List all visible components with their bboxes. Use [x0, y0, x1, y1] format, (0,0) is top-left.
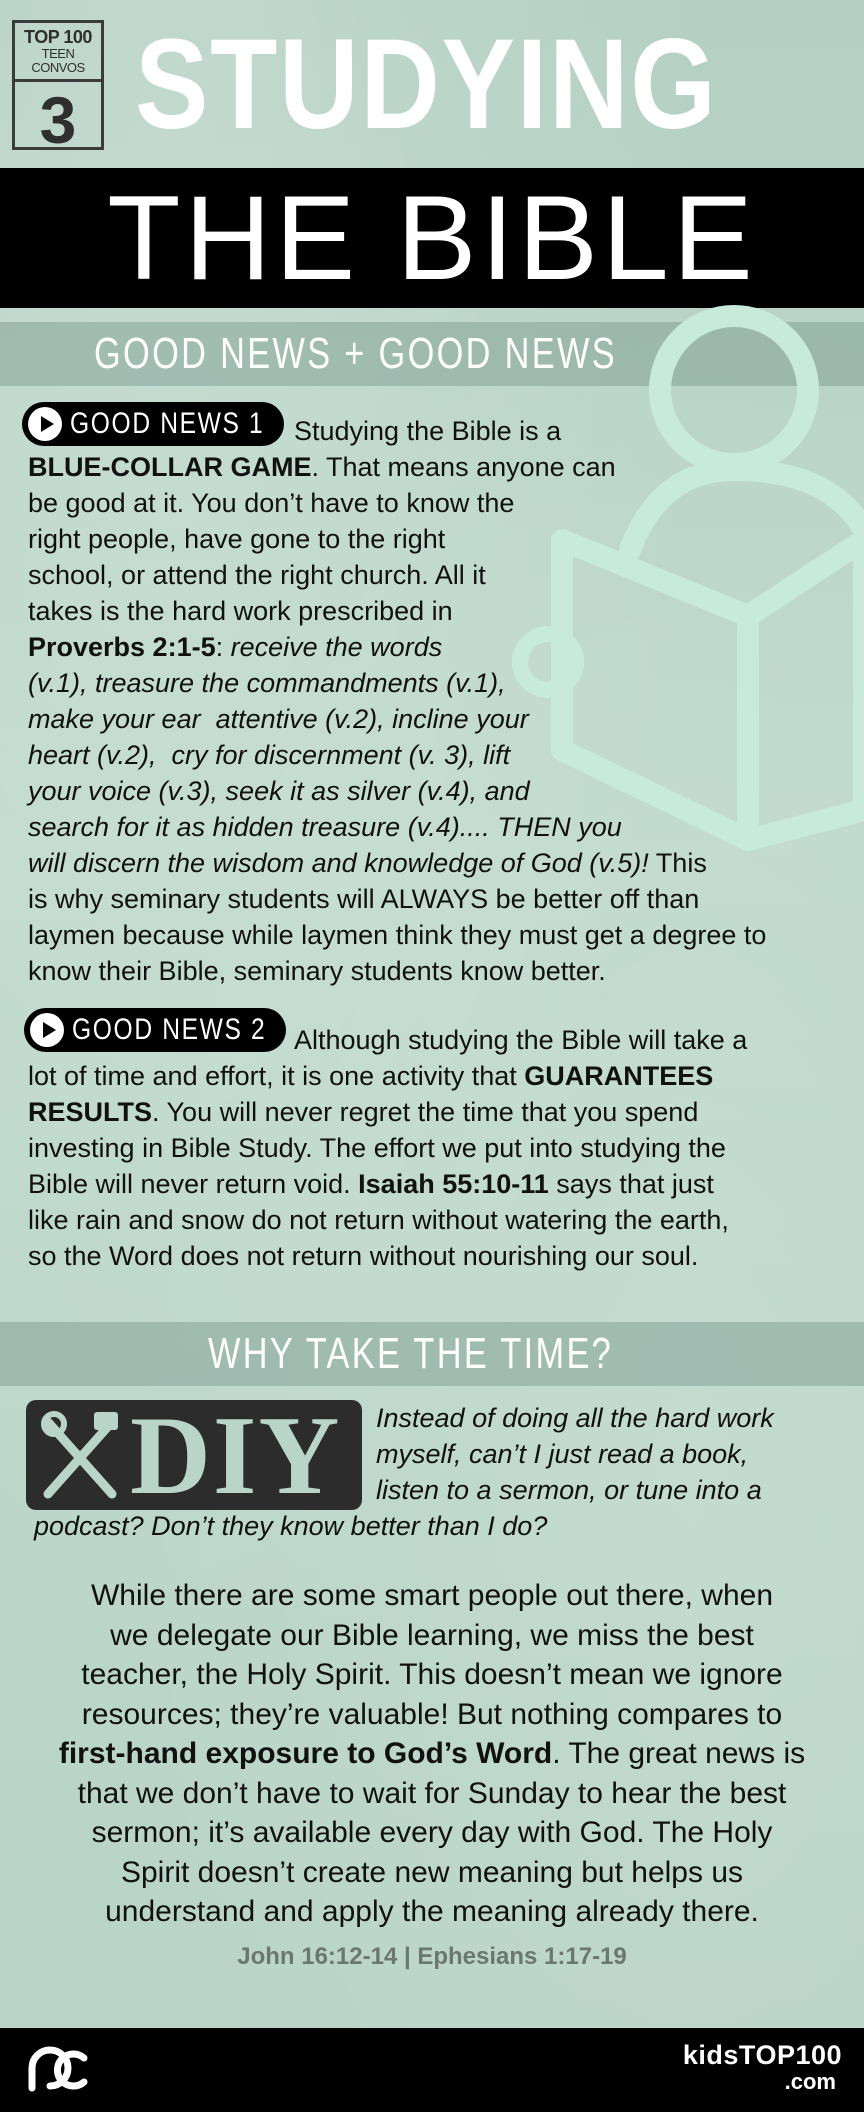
- text-line: right people, have gone to the right: [28, 524, 446, 554]
- top100-badge: [12, 20, 104, 157]
- text-line: be good at it. You don’t have to know the: [28, 488, 515, 518]
- section-heading-why: WHY TAKE THE TIME?: [208, 1329, 614, 1378]
- section-heading-good-news: GOOD NEWS + GOOD NEWS: [94, 329, 617, 378]
- brand-name: kidsTOP100: [682, 2040, 842, 2070]
- good-news-1-text: [28, 413, 858, 989]
- badge-number: 3: [39, 83, 77, 157]
- text-line: we delegate our Bible learning, we miss the best: [110, 1618, 754, 1652]
- text-line: sermon; it’s available every day with God. The Holy: [91, 1816, 773, 1849]
- text-line: Although studying the Bible will take a: [294, 1025, 748, 1055]
- brand-logo: [672, 2040, 842, 2094]
- page-title-line2: THE BIBLE: [107, 171, 757, 305]
- question-line: podcast? Don’t they know better than I do?: [34, 1511, 548, 1541]
- answer-text: [0, 1576, 864, 1932]
- text-line: teacher, the Holy Spirit. This doesn’t mean we ignore: [81, 1658, 783, 1691]
- text-line: Bible will never return void. Isaiah 55:10-11 says that just: [28, 1169, 714, 1199]
- text-line: your voice (v.3), seek it as silver (v.4), and: [28, 776, 530, 806]
- text-line: know their Bible, seminary students know better.: [28, 956, 606, 986]
- question-line: Instead of doing all the hard work: [376, 1403, 774, 1433]
- text-line: resources; they’re valuable! But nothing compares to: [81, 1697, 783, 1731]
- text-line: that we don’t have to wait for Sunday to hear the best: [77, 1776, 787, 1810]
- text-line: (v.1), treasure the commandments (v.1),: [28, 668, 506, 698]
- text-line: make your ear attentive (v.2), incline your: [28, 704, 529, 734]
- text-line: lot of time and effort, it is one activity that GUARANTEES: [28, 1061, 714, 1091]
- diy-logo-text: DIY: [130, 1394, 342, 1518]
- question-line: myself, can’t I just read a book,: [376, 1439, 749, 1469]
- text-line: While there are some smart people out there, when: [90, 1579, 774, 1612]
- text-line: BLUE-COLLAR GAME. That means anyone can: [28, 452, 616, 482]
- text-line: Spirit doesn’t create new meaning but helps us: [120, 1855, 744, 1889]
- badge-subtitle: TEEN CONVOS: [15, 47, 101, 82]
- text-line: is why seminary students will ALWAYS be better off than: [28, 884, 700, 914]
- text-line: laymen because while laymen think they must get a degree to: [28, 920, 767, 950]
- text-line: search for it as hidden treasure (v.4).... THEN you: [28, 812, 622, 842]
- text-line: will discern the wisdom and knowledge of God (v.5)! This: [28, 848, 707, 878]
- good-news-2-label: GOOD NEWS 2: [72, 1013, 267, 1046]
- page-title-line1: STUDYING: [135, 13, 718, 156]
- badge-title: TOP 100: [24, 27, 92, 47]
- publisher-logo-icon: [26, 2044, 90, 2094]
- text-line: investing in Bible Study. The effort we put into studying the: [28, 1133, 726, 1163]
- text-line: so the Word does not return without nourishing our soul.: [28, 1241, 699, 1271]
- brand-domain: .com: [784, 2069, 836, 2094]
- question-text: [28, 1394, 858, 1544]
- good-news-1-label: GOOD NEWS 1: [70, 407, 265, 440]
- text-line: school, or attend the right church. All it: [28, 560, 486, 590]
- text-line: first-hand exposure to God’s Word. The great news is: [58, 1737, 806, 1770]
- text-line: Studying the Bible is a: [294, 416, 562, 446]
- good-news-2-text: [28, 1022, 858, 1274]
- text-line: heart (v.2), cry for discernment (v. 3), lift: [28, 740, 511, 770]
- text-line: RESULTS. You will never regret the time that you spend: [28, 1097, 699, 1127]
- text-line: takes is the hard work prescribed in: [28, 596, 453, 626]
- text-line: Proverbs 2:1-5: receive the words: [28, 632, 443, 662]
- text-line: like rain and snow do not return without watering the earth,: [28, 1205, 729, 1235]
- scripture-references: John 16:12-14 | Ephesians 1:17-19: [237, 1943, 627, 1970]
- text-line: understand and apply the meaning already there.: [105, 1895, 759, 1928]
- question-line: listen to a sermon, or tune into a: [376, 1475, 762, 1505]
